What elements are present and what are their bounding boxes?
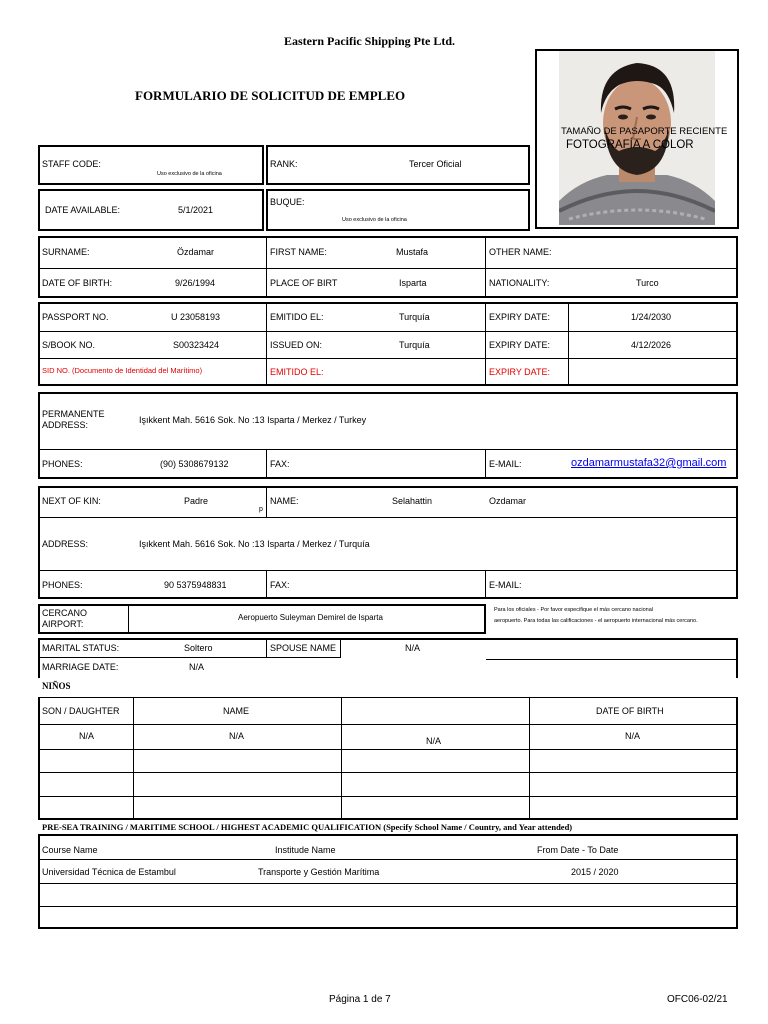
kin-first-name: Selahattin — [392, 496, 433, 506]
passport-expiry-label: EXPIRY DATE: — [489, 312, 551, 322]
staff-code-label: STAFF CODE: — [42, 159, 101, 169]
passport-label: PASSPORT NO. — [42, 312, 109, 322]
airport-note-2: aeropuerto. Para todas las calificaciones - el aeropuerto internacional más cercano. — [494, 618, 698, 624]
sid-issued-label: EMITIDO EL: — [270, 367, 324, 377]
child-relation: N/A — [79, 731, 95, 741]
email-link[interactable]: ozdamarmustafa32@gmail.com — [571, 457, 727, 469]
kin-fax-label: FAX: — [270, 580, 290, 590]
first-name-label: FIRST NAME: — [270, 247, 327, 257]
training-dates: 2015 / 2020 — [571, 867, 619, 877]
surname-value: Özdamar — [177, 247, 215, 257]
nationality-value: Turco — [636, 278, 659, 288]
pob-label: PLACE OF BIRT — [270, 278, 338, 288]
dob-value: 9/26/1994 — [175, 278, 216, 288]
phones-label: PHONES: — [42, 459, 83, 469]
fax-label: FAX: — [270, 459, 290, 469]
other-name-label: OTHER NAME: — [489, 247, 552, 257]
training-header-dates: From Date - To Date — [537, 845, 619, 855]
children-header-relation: SON / DAUGHTER — [42, 706, 120, 716]
passport-issued-value: Turquía — [399, 312, 430, 322]
sbook-issued-value: Turquía — [399, 340, 430, 350]
spouse-name-value: N/A — [405, 643, 421, 653]
rank-value: Tercer Oficial — [409, 159, 462, 169]
rank-label: RANK: — [270, 159, 298, 169]
pob-value: Isparta — [399, 278, 427, 288]
marital-status-label: MARITAL STATUS: — [42, 643, 120, 653]
training-header-course: Course Name — [42, 845, 98, 855]
training-section-title: PRE-SEA TRAINING / MARITIME SCHOOL / HIGHEST ACADEMIC QUALIFICATION (Specify School Name / Country, and Year attended) — [42, 822, 573, 832]
first-name-value: Mustafa — [396, 247, 429, 257]
email-label: E-MAIL: — [489, 459, 522, 469]
training-header-institute: Institude Name — [275, 845, 336, 855]
airport-label-1: CERCANO — [42, 608, 88, 618]
kin-address-label: ADDRESS: — [42, 539, 89, 549]
sbook-expiry-label: EXPIRY DATE: — [489, 340, 551, 350]
next-of-kin-value: Padre — [184, 496, 209, 506]
sid-label: SID NO. (Documento de Identidad del Marítimo) — [42, 366, 203, 375]
children-section-title: NIÑOS — [42, 681, 71, 691]
permanent-address-value: Işıkkent Mah. 5616 Sok. No :13 Isparta / Merkez / Turkey — [139, 415, 367, 425]
date-available-value: 5/1/2021 — [178, 205, 214, 215]
sbook-issued-label: ISSUED ON: — [270, 340, 323, 350]
kin-name-label: NAME: — [270, 496, 299, 506]
stray-mark: p — [259, 506, 263, 513]
passport-issued-label: EMITIDO EL: — [270, 312, 324, 322]
company-name: Eastern Pacific Shipping Pte Ltd. — [284, 34, 456, 48]
spouse-name-label: SPOUSE NAME — [270, 643, 337, 653]
form-title: FORMULARIO DE SOLICITUD DE EMPLEO — [135, 88, 406, 103]
kin-address-value: Işıkkent Mah. 5616 Sok. No :13 Isparta / Merkez / Turquía — [139, 539, 370, 549]
buque-label: BUQUE: — [270, 197, 305, 207]
permanent-address-label-2: ADDRESS: — [42, 420, 89, 430]
child-name: N/A — [229, 731, 245, 741]
child-extra: N/A — [426, 736, 442, 746]
marital-status-value: Soltero — [184, 643, 213, 653]
dob-label: DATE OF BIRTH: — [42, 278, 113, 288]
marriage-date-label: MARRIAGE DATE: — [42, 662, 119, 672]
airport-label-2: AIRPORT: — [42, 619, 84, 629]
sbook-expiry-value: 4/12/2026 — [631, 340, 672, 350]
surname-label: SURNAME: — [42, 247, 90, 257]
training-course: Universidad Técnica de Estambul — [42, 867, 176, 877]
photo-caption-color: FOTOGRAFÍA A COLOR — [566, 139, 694, 151]
kin-email-label: E-MAIL: — [489, 580, 522, 590]
passport-value: U 23058193 — [171, 312, 221, 322]
phones-value: (90) 5308679132 — [160, 459, 229, 469]
sid-expiry-label: EXPIRY DATE: — [489, 367, 551, 377]
kin-last-name: Ozdamar — [489, 496, 527, 506]
date-available-label: DATE AVAILABLE: — [45, 205, 121, 215]
next-of-kin-label: NEXT OF KIN: — [42, 496, 101, 506]
page-number: Página 1 de 7 — [329, 994, 391, 1005]
airport-note-1: Para los oficiales - Por favor especifique el más cercano nacional — [494, 607, 653, 613]
children-header-name: NAME — [223, 706, 250, 716]
airport-value: Aeropuerto Suleyman Demirel de Isparta — [238, 613, 383, 622]
nationality-label: NATIONALITY: — [489, 278, 550, 288]
buque-office-note: Uso exclusivo de la oficina — [342, 217, 407, 223]
passport-expiry-value: 1/24/2030 — [631, 312, 672, 322]
sbook-value: S00323424 — [173, 340, 220, 350]
child-dob: N/A — [625, 731, 641, 741]
permanent-address-label-1: PERMANENTE — [42, 409, 105, 419]
children-header-dob: DATE OF BIRTH — [596, 706, 664, 716]
staff-code-office-note: Uso exclusivo de la oficina — [157, 171, 222, 177]
form-code: OFC06-02/21 — [667, 994, 728, 1005]
marriage-date-value: N/A — [189, 662, 205, 672]
training-institute: Transporte y Gestión Marítima — [258, 867, 380, 877]
applicant-photo — [559, 51, 715, 225]
sbook-label: S/BOOK NO. — [42, 340, 96, 350]
photo-caption-size: TAMAÑO DE PASAPORTE RECIENTE — [561, 126, 728, 137]
kin-phones-label: PHONES: — [42, 580, 83, 590]
kin-phones-value: 90 5375948831 — [164, 580, 227, 590]
